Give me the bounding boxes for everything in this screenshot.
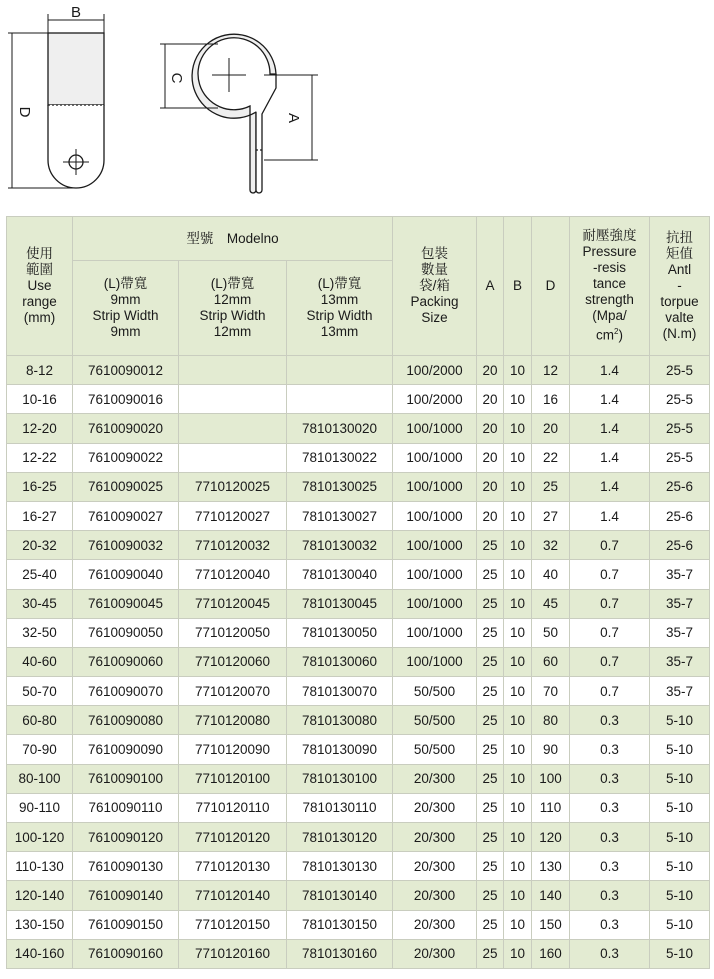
cell-b: 10 — [504, 939, 532, 968]
cell-model-9mm: 7610090050 — [73, 618, 179, 647]
cell-b: 10 — [504, 823, 532, 852]
table-row — [7, 414, 710, 443]
cell-model-9mm: 7610090012 — [73, 356, 179, 385]
cell-pressure: 0.3 — [570, 881, 650, 910]
cell-model-12mm: 7710120140 — [179, 881, 287, 910]
spec-table — [6, 216, 710, 969]
cell-d: 32 — [532, 531, 570, 560]
cell-pressure: 0.7 — [570, 677, 650, 706]
table-row — [7, 618, 710, 647]
cell-b: 10 — [504, 618, 532, 647]
label-a: A — [285, 112, 302, 124]
cell-torque: 5-10 — [650, 823, 710, 852]
cell-a: 25 — [477, 677, 504, 706]
cell-use-range: 16-25 — [7, 472, 73, 501]
cell-d: 60 — [532, 647, 570, 676]
cell-packing: 100/2000 — [393, 385, 477, 414]
cell-model-13mm: 7810130090 — [287, 735, 393, 764]
cell-pressure: 1.4 — [570, 385, 650, 414]
cell-d: 110 — [532, 793, 570, 822]
cell-model-13mm: 7810130027 — [287, 501, 393, 530]
table-row — [7, 793, 710, 822]
cell-model-12mm: 7710120090 — [179, 735, 287, 764]
cell-packing: 20/300 — [393, 764, 477, 793]
cell-model-13mm: 7810130020 — [287, 414, 393, 443]
cell-pressure: 0.7 — [570, 531, 650, 560]
cell-use-range: 110-130 — [7, 852, 73, 881]
table-row — [7, 647, 710, 676]
cell-model-12mm — [179, 385, 287, 414]
cell-model-12mm — [179, 443, 287, 472]
cell-d: 150 — [532, 910, 570, 939]
cell-a: 25 — [477, 560, 504, 589]
cell-model-12mm: 7710120045 — [179, 589, 287, 618]
header-b: B — [504, 217, 532, 356]
cell-use-range: 30-45 — [7, 589, 73, 618]
header-pressure-text: 耐壓強度 Pressure -resis tance strength (Mpa/ — [582, 228, 637, 324]
cell-pressure: 1.4 — [570, 472, 650, 501]
cell-model-9mm: 7610090022 — [73, 443, 179, 472]
cell-d: 25 — [532, 472, 570, 501]
cell-a: 25 — [477, 939, 504, 968]
cell-packing: 20/300 — [393, 852, 477, 881]
header-pressure-unit: cm — [596, 327, 615, 343]
cell-b: 10 — [504, 560, 532, 589]
cell-model-9mm: 7610090032 — [73, 531, 179, 560]
cell-a: 25 — [477, 793, 504, 822]
cell-model-12mm: 7710120110 — [179, 793, 287, 822]
table-row — [7, 939, 710, 968]
cell-use-range: 50-70 — [7, 677, 73, 706]
header-pressure — [570, 217, 650, 356]
cell-torque: 35-7 — [650, 618, 710, 647]
cell-model-12mm: 7710120040 — [179, 560, 287, 589]
cell-d: 160 — [532, 939, 570, 968]
cell-torque: 5-10 — [650, 793, 710, 822]
cell-model-9mm: 7610090060 — [73, 647, 179, 676]
cell-model-13mm: 7810130060 — [287, 647, 393, 676]
cell-use-range: 60-80 — [7, 706, 73, 735]
table-row — [7, 472, 710, 501]
cell-model-12mm: 7710120070 — [179, 677, 287, 706]
cell-model-12mm: 7710120130 — [179, 852, 287, 881]
cell-pressure: 0.7 — [570, 647, 650, 676]
cell-pressure: 0.7 — [570, 618, 650, 647]
cell-model-9mm: 7610090040 — [73, 560, 179, 589]
cell-d: 27 — [532, 501, 570, 530]
cell-model-12mm: 7710120025 — [179, 472, 287, 501]
cell-model-13mm: 7810130130 — [287, 852, 393, 881]
cell-model-9mm: 7610090140 — [73, 881, 179, 910]
cell-torque: 5-10 — [650, 764, 710, 793]
cell-use-range: 70-90 — [7, 735, 73, 764]
cell-a: 20 — [477, 356, 504, 385]
table-row — [7, 735, 710, 764]
cell-pressure: 1.4 — [570, 501, 650, 530]
cell-d: 80 — [532, 706, 570, 735]
cell-model-9mm: 7610090045 — [73, 589, 179, 618]
cell-model-13mm: 7810130080 — [287, 706, 393, 735]
cell-packing: 100/1000 — [393, 443, 477, 472]
cell-packing: 20/300 — [393, 823, 477, 852]
spec-table-body — [7, 356, 710, 969]
cell-model-13mm: 7810130120 — [287, 823, 393, 852]
cell-b: 10 — [504, 910, 532, 939]
cell-b: 10 — [504, 385, 532, 414]
cell-model-9mm: 7610090090 — [73, 735, 179, 764]
cell-use-range: 40-60 — [7, 647, 73, 676]
cell-pressure: 0.3 — [570, 939, 650, 968]
cell-packing: 100/2000 — [393, 356, 477, 385]
cell-use-range: 12-22 — [7, 443, 73, 472]
cell-torque: 25-5 — [650, 443, 710, 472]
table-row — [7, 501, 710, 530]
cell-d: 130 — [532, 852, 570, 881]
cell-b: 10 — [504, 443, 532, 472]
cell-packing: 50/500 — [393, 677, 477, 706]
cell-a: 25 — [477, 706, 504, 735]
cell-model-9mm: 7610090025 — [73, 472, 179, 501]
cell-a: 25 — [477, 852, 504, 881]
header-packing: 包裝 數量 袋/箱 Packing Size — [393, 217, 477, 356]
cell-model-13mm — [287, 385, 393, 414]
cell-d: 40 — [532, 560, 570, 589]
cell-packing: 50/500 — [393, 735, 477, 764]
cell-a: 20 — [477, 385, 504, 414]
cell-model-13mm: 7810130150 — [287, 910, 393, 939]
cell-use-range: 32-50 — [7, 618, 73, 647]
cell-b: 10 — [504, 589, 532, 618]
cell-use-range: 120-140 — [7, 881, 73, 910]
cell-pressure: 0.3 — [570, 764, 650, 793]
header-model-9mm: (L)帶寬 9mm Strip Width 9mm — [73, 261, 179, 356]
cell-torque: 25-6 — [650, 472, 710, 501]
cell-packing: 100/1000 — [393, 618, 477, 647]
cell-model-9mm: 7610090016 — [73, 385, 179, 414]
cell-use-range: 8-12 — [7, 356, 73, 385]
cell-packing: 20/300 — [393, 881, 477, 910]
cell-d: 20 — [532, 414, 570, 443]
cell-model-13mm: 7810130032 — [287, 531, 393, 560]
cell-b: 10 — [504, 764, 532, 793]
cell-model-13mm: 7810130070 — [287, 677, 393, 706]
cell-packing: 100/1000 — [393, 414, 477, 443]
cell-model-12mm — [179, 414, 287, 443]
clip-front-view — [8, 14, 104, 188]
cell-torque: 25-5 — [650, 356, 710, 385]
cell-model-12mm — [179, 356, 287, 385]
cell-pressure: 1.4 — [570, 443, 650, 472]
cell-use-range: 10-16 — [7, 385, 73, 414]
cell-model-9mm: 7610090020 — [73, 414, 179, 443]
cell-b: 10 — [504, 677, 532, 706]
table-row — [7, 531, 710, 560]
cell-a: 20 — [477, 501, 504, 530]
cell-torque: 35-7 — [650, 589, 710, 618]
table-row — [7, 385, 710, 414]
cell-model-12mm: 7710120027 — [179, 501, 287, 530]
cell-model-12mm: 7710120150 — [179, 910, 287, 939]
cell-model-12mm: 7710120160 — [179, 939, 287, 968]
table-row — [7, 589, 710, 618]
cell-model-13mm: 7810130040 — [287, 560, 393, 589]
cell-a: 25 — [477, 618, 504, 647]
cell-torque: 5-10 — [650, 852, 710, 881]
cell-use-range: 100-120 — [7, 823, 73, 852]
label-b: B — [70, 4, 82, 21]
cell-torque: 5-10 — [650, 939, 710, 968]
cell-packing: 100/1000 — [393, 560, 477, 589]
cell-use-range: 140-160 — [7, 939, 73, 968]
header-pressure-unit-line — [570, 324, 649, 344]
cell-a: 25 — [477, 735, 504, 764]
cell-d: 90 — [532, 735, 570, 764]
cell-model-13mm — [287, 356, 393, 385]
cell-use-range: 20-32 — [7, 531, 73, 560]
cell-use-range: 90-110 — [7, 793, 73, 822]
table-row — [7, 356, 710, 385]
cell-torque: 5-10 — [650, 706, 710, 735]
cell-a: 25 — [477, 647, 504, 676]
cell-torque: 25-6 — [650, 531, 710, 560]
header-model-group: 型號 Modelno — [73, 217, 393, 261]
cell-d: 16 — [532, 385, 570, 414]
cell-b: 10 — [504, 852, 532, 881]
cell-pressure: 0.3 — [570, 852, 650, 881]
table-row — [7, 823, 710, 852]
cell-pressure: 0.3 — [570, 706, 650, 735]
cell-packing: 100/1000 — [393, 531, 477, 560]
cell-model-9mm: 7610090070 — [73, 677, 179, 706]
cell-packing: 20/300 — [393, 910, 477, 939]
cell-b: 10 — [504, 501, 532, 530]
cell-b: 10 — [504, 647, 532, 676]
header-d: D — [532, 217, 570, 356]
cell-b: 10 — [504, 793, 532, 822]
cell-model-9mm: 7610090110 — [73, 793, 179, 822]
cell-d: 140 — [532, 881, 570, 910]
cell-use-range: 25-40 — [7, 560, 73, 589]
cell-model-9mm: 7610090120 — [73, 823, 179, 852]
header-use-range: 使用 範圍 Use range (mm) — [7, 217, 73, 356]
table-row — [7, 852, 710, 881]
table-row — [7, 881, 710, 910]
cell-d: 120 — [532, 823, 570, 852]
cell-model-12mm: 7710120032 — [179, 531, 287, 560]
cell-a: 25 — [477, 589, 504, 618]
cell-pressure: 0.3 — [570, 910, 650, 939]
cell-model-9mm: 7610090130 — [73, 852, 179, 881]
table-row — [7, 677, 710, 706]
cell-torque: 35-7 — [650, 647, 710, 676]
cell-model-9mm: 7610090027 — [73, 501, 179, 530]
cell-model-13mm: 7810130100 — [287, 764, 393, 793]
label-c: C — [168, 72, 185, 84]
cell-d: 100 — [532, 764, 570, 793]
cell-packing: 20/300 — [393, 939, 477, 968]
cell-model-12mm: 7710120050 — [179, 618, 287, 647]
cell-pressure: 0.3 — [570, 823, 650, 852]
cell-use-range: 12-20 — [7, 414, 73, 443]
header-a: A — [477, 217, 504, 356]
cell-torque: 25-5 — [650, 414, 710, 443]
cell-packing: 100/1000 — [393, 472, 477, 501]
cell-b: 10 — [504, 881, 532, 910]
cell-a: 25 — [477, 823, 504, 852]
cell-model-9mm: 7610090080 — [73, 706, 179, 735]
cell-model-13mm: 7810130045 — [287, 589, 393, 618]
header-model-12mm: (L)帶寬 12mm Strip Width 12mm — [179, 261, 287, 356]
cell-model-12mm: 7710120060 — [179, 647, 287, 676]
table-row — [7, 443, 710, 472]
cell-a: 20 — [477, 443, 504, 472]
cell-torque: 5-10 — [650, 910, 710, 939]
cell-a: 20 — [477, 472, 504, 501]
cable-clip-diagram — [0, 0, 714, 215]
cell-model-9mm: 7610090150 — [73, 910, 179, 939]
cell-torque: 5-10 — [650, 735, 710, 764]
cell-pressure: 1.4 — [570, 356, 650, 385]
cell-torque: 25-5 — [650, 385, 710, 414]
cell-a: 25 — [477, 531, 504, 560]
header-torque: 抗扭 矩值 Antl - torpue valte (N.m) — [650, 217, 710, 356]
cell-b: 10 — [504, 531, 532, 560]
cell-pressure: 1.4 — [570, 414, 650, 443]
cell-model-13mm: 7810130025 — [287, 472, 393, 501]
cell-model-13mm: 7810130140 — [287, 881, 393, 910]
cell-a: 20 — [477, 414, 504, 443]
cell-use-range: 80-100 — [7, 764, 73, 793]
cell-pressure: 0.7 — [570, 560, 650, 589]
cell-pressure: 0.3 — [570, 735, 650, 764]
cell-use-range: 16-27 — [7, 501, 73, 530]
header-model-13mm: (L)帶寬 13mm Strip Width 13mm — [287, 261, 393, 356]
cell-model-13mm: 7810130110 — [287, 793, 393, 822]
cell-packing: 20/300 — [393, 793, 477, 822]
cell-model-9mm: 7610090100 — [73, 764, 179, 793]
cell-d: 45 — [532, 589, 570, 618]
cell-use-range: 130-150 — [7, 910, 73, 939]
cell-d: 22 — [532, 443, 570, 472]
cell-model-13mm: 7810130160 — [287, 939, 393, 968]
header-pressure-close: ) — [618, 327, 623, 343]
cell-packing: 100/1000 — [393, 589, 477, 618]
table-row — [7, 706, 710, 735]
cell-model-12mm: 7710120100 — [179, 764, 287, 793]
cell-d: 50 — [532, 618, 570, 647]
cell-torque: 5-10 — [650, 881, 710, 910]
cell-b: 10 — [504, 706, 532, 735]
cell-b: 10 — [504, 735, 532, 764]
cell-torque: 35-7 — [650, 677, 710, 706]
cell-pressure: 0.7 — [570, 589, 650, 618]
cell-model-12mm: 7710120080 — [179, 706, 287, 735]
table-row — [7, 764, 710, 793]
cell-model-13mm: 7810130050 — [287, 618, 393, 647]
cell-model-9mm: 7610090160 — [73, 939, 179, 968]
cell-torque: 25-6 — [650, 501, 710, 530]
cell-b: 10 — [504, 472, 532, 501]
label-d: D — [16, 106, 33, 118]
cell-pressure: 0.3 — [570, 793, 650, 822]
cell-b: 10 — [504, 356, 532, 385]
cell-a: 25 — [477, 910, 504, 939]
cell-a: 25 — [477, 764, 504, 793]
cell-b: 10 — [504, 414, 532, 443]
table-row — [7, 560, 710, 589]
cell-packing: 100/1000 — [393, 501, 477, 530]
cell-packing: 50/500 — [393, 706, 477, 735]
cell-d: 70 — [532, 677, 570, 706]
cell-packing: 100/1000 — [393, 647, 477, 676]
cell-d: 12 — [532, 356, 570, 385]
cell-model-12mm: 7710120120 — [179, 823, 287, 852]
cell-model-13mm: 7810130022 — [287, 443, 393, 472]
cell-torque: 35-7 — [650, 560, 710, 589]
table-row — [7, 910, 710, 939]
cell-a: 25 — [477, 881, 504, 910]
header-pressure-sup: 2 — [614, 327, 619, 337]
